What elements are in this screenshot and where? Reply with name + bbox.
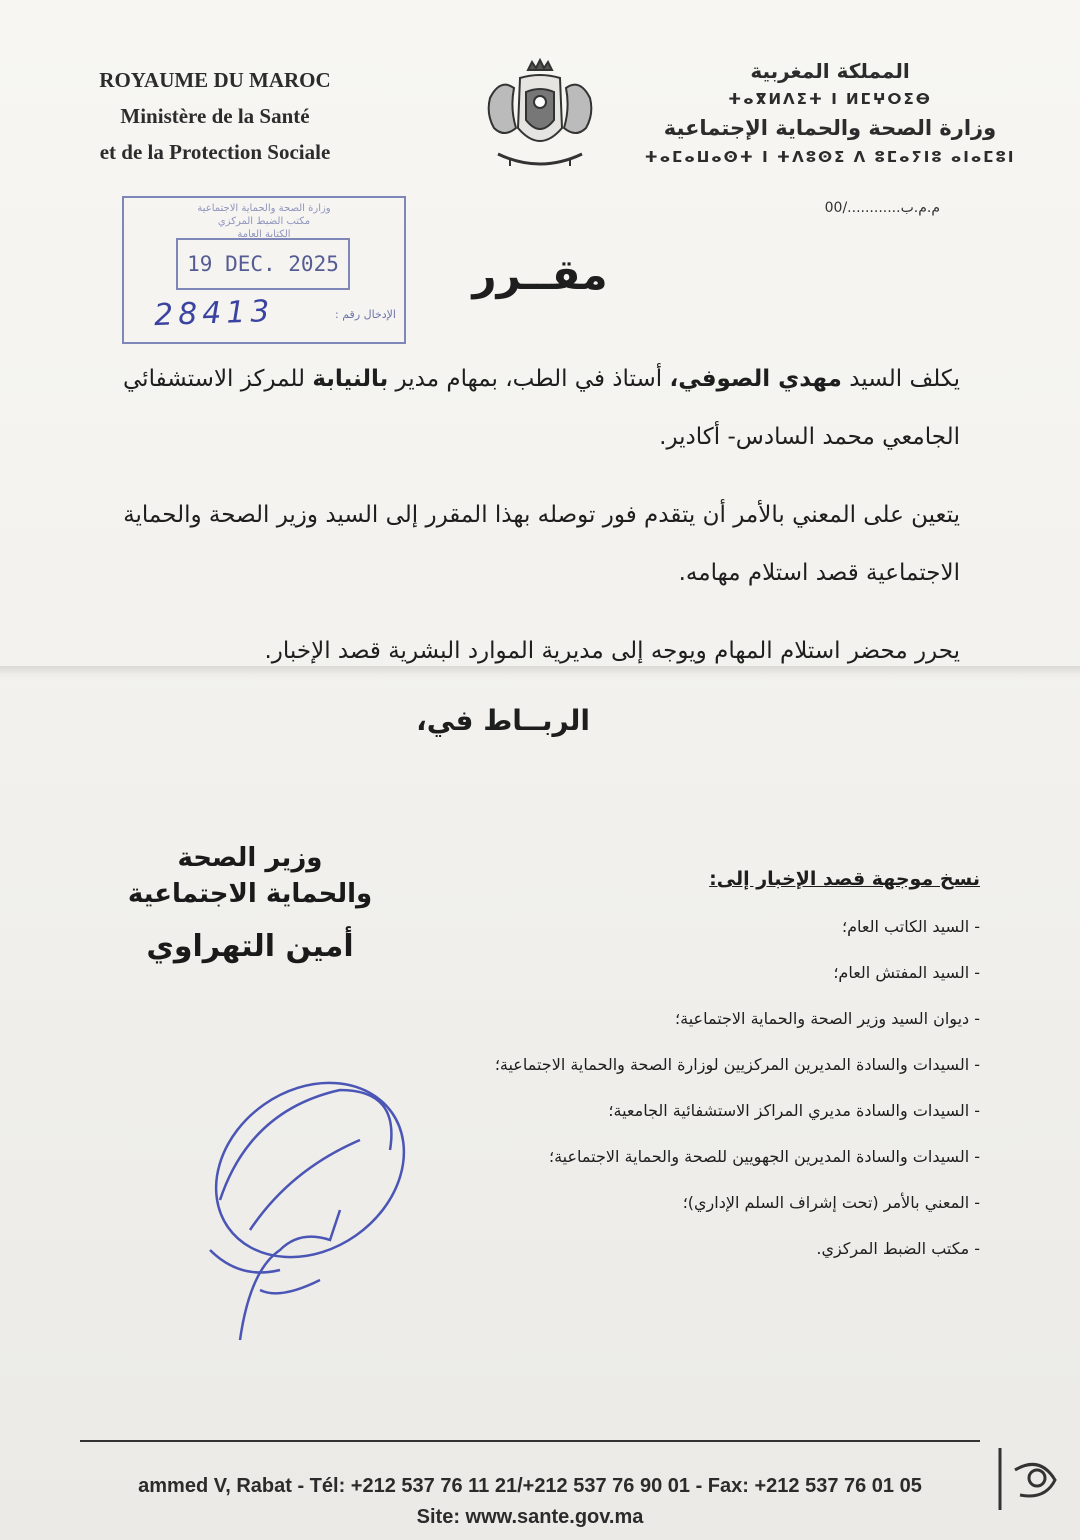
- reception-stamp: [122, 196, 406, 344]
- stamp-number-label: الإدخال رقم :: [335, 308, 396, 321]
- header-tifinagh-ministry: ⵜⴰⵎⴰⵡⴰⵙⵜ ⵏ ⵜⴷⵓⵙⵉ ⴷ ⵓⵎⴰⵢⵏⵓ ⴰⵏⴰⵎⵓⵏ: [644, 148, 1016, 166]
- paragraph-2: يتعين على المعني بالأمر أن يتقدم فور توصله بهذا المقرر إلى السيد وزير الصحة والحماية الاجتماعية قصد استلام مهامه.: [123, 502, 960, 586]
- header-fr-line-2: Ministère de la Santé: [120, 104, 310, 128]
- stamp-number: 28413: [153, 293, 276, 334]
- footer-divider: [80, 1440, 980, 1442]
- copies-heading: نسخ موجهة قصد الإخبار إلى:: [709, 868, 980, 890]
- footer: [60, 1472, 1000, 1534]
- decision-title: مقــرر: [472, 250, 608, 299]
- stamp-line-1: وزارة الصحة والحماية الاجتماعية: [197, 203, 331, 214]
- recipients-list: [420, 904, 980, 1272]
- p1-text-a: يكلف السيد: [841, 366, 960, 392]
- signature-title-1: وزير الصحة: [177, 843, 323, 873]
- header-french: [50, 62, 380, 170]
- list-item: - السيد الكاتب العام؛: [420, 904, 980, 950]
- list-item: - ديوان السيد وزير الصحة والحماية الاجتماعية؛: [420, 996, 980, 1042]
- paragraph-1: [120, 350, 960, 466]
- list-item: - مكتب الضبط المركزي.: [420, 1226, 980, 1272]
- decision-body: [120, 350, 960, 700]
- header-tifinagh-kingdom: ⵜⴰⴳⵍⴷⵉⵜ ⵏ ⵍⵎⵖⵔⵉⴱ: [728, 90, 932, 108]
- interim-word: بالنيابة: [312, 366, 389, 392]
- copies-list: [420, 868, 980, 1272]
- p1-text-b: أستاذ في الطب، بمهام مدير: [388, 366, 670, 392]
- list-item: - السيدات والسادة مديري المراكز الاستشفائية الجامعية؛: [420, 1088, 980, 1134]
- header-fr-line-1: ROYAUME DU MAROC: [99, 68, 331, 92]
- header-fr-line-3: et de la Protection Sociale: [99, 140, 331, 164]
- list-item: - السيدات والسادة المديرين المركزيين لوزارة الصحة والحماية الاجتماعية؛: [420, 1042, 980, 1088]
- signature-title-2: والحماية الاجتماعية: [127, 879, 373, 909]
- ministry-logo-icon: [995, 1440, 1065, 1520]
- stamp-date: 19 DEC. 2025: [176, 238, 350, 290]
- list-item: - المعني بالأمر (تحت إشراف السلم الإداري)؛: [420, 1180, 980, 1226]
- reference-number: م.م.ب............/00: [824, 200, 940, 216]
- p1-text-c: للمركز الاستشفائي الجامعي محمد السادس- أكادير.: [123, 366, 960, 450]
- header-ar-kingdom: المملكة المغربية: [750, 59, 910, 83]
- header-arabic: [640, 56, 1020, 170]
- footer-contact: ammed V, Rabat - Tél: +212 537 76 11 21/+212 537 76 90 01 - Fax: +212 537 76 01 05: [138, 1475, 922, 1497]
- stamp-line-2: مكتب الضبط المركزي: [217, 216, 311, 227]
- header-ar-ministry: وزارة الصحة والحماية الإجتماعية: [663, 116, 997, 140]
- ministry-seal-icon: [190, 1050, 420, 1350]
- footer-site: Site: www.sante.gov.ma: [416, 1506, 644, 1528]
- minister-signature-block: [100, 840, 400, 972]
- signatory-name: أمين التهراوي: [146, 929, 354, 964]
- stamp-header: [124, 198, 404, 241]
- list-item: - السيدات والسادة المديرين الجهويين للصحة والحماية الاجتماعية؛: [420, 1134, 980, 1180]
- stamp-line-3: الكتابة العامة: [237, 229, 291, 240]
- list-item: - السيد المفتش العام؛: [420, 950, 980, 996]
- moroccan-coat-of-arms-icon: [470, 58, 610, 176]
- appointee-name: مهدي الصوفي،: [669, 366, 842, 392]
- paragraph-3: يحرر محضر استلام المهام ويوجه إلى مديرية الموارد البشرية قصد الإخبار.: [264, 638, 960, 664]
- place-date-line: الربــاط في،: [416, 704, 590, 737]
